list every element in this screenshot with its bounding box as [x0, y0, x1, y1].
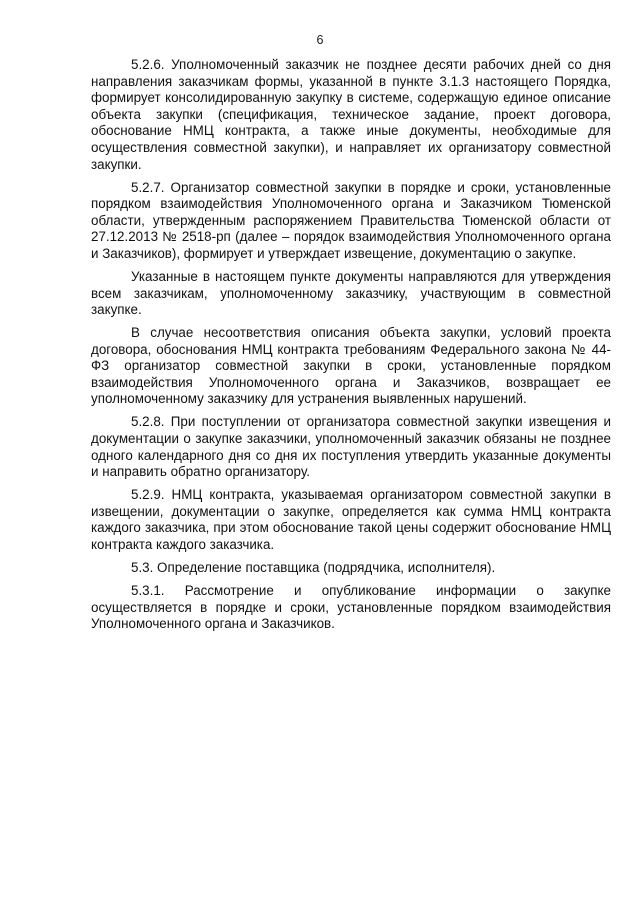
paragraph-documents-approval: Указанные в настоящем пункте документы направляются для утверждения всем заказчикам, уполномоченному заказчику, участвующим в совместной закупке.: [91, 268, 611, 318]
paragraph-5-2-6: 5.2.6. Уполномоченный заказчик не позднее десяти рабочих дней со дня направления заказчикам формы, указанной в пункте 3.1.3 настоящего Порядка, формирует консолидированную закупку в системе, содержащую единое описание объекта закупки (спецификация, техническое задание, проект договора, обоснование НМЦ контракта, а также иные документы, необходимые для осуществления совместной закупки), и направляет их организатору совместной закупки.: [91, 57, 611, 172]
paragraph-5-2-7: 5.2.7. Организатор совместной закупки в порядке и сроки, установленные порядком взаимодействия Уполномоченного органа и Заказчиком Тюменской области, утвержденным распоряжением Правительства Тюменской области от 27.12.2013 № 2518-рп (далее – порядок взаимодействия Уполномоченного органа и Заказчиков), формирует и утверждает извещение, документацию о закупке.: [91, 179, 611, 261]
paragraph-5-3: 5.3. Определение поставщика (подрядчика, исполнителя).: [131, 559, 496, 575]
paragraph-5-3-1: 5.3.1. Рассмотрение и опубликование информации о закупке осуществляется в порядке и сроки, установленные порядком взаимодействия Уполномоченного органа и Заказчиков.: [91, 582, 611, 632]
paragraph-5-2-9: 5.2.9. НМЦ контракта, указываемая организатором совместной закупки в извещении, документации о закупке, определяется как сумма НМЦ контракта каждого заказчика, при этом обоснование такой цены содержит обоснование НМЦ контракта каждого заказчика.: [91, 487, 611, 552]
page-number: 6: [316, 33, 324, 47]
paragraph-5-2-8: 5.2.8. При поступлении от организатора совместной закупки извещения и документации о закупке заказчики, уполномоченный заказчик обязаны не позднее одного календарного дня со дня их поступления утвердить указанные документы и направить обратно организатору.: [91, 414, 611, 480]
document-body: [91, 57, 611, 639]
paragraph-nonconformity: В случае несоответствия описания объекта закупки, условий проекта договора, обоснования НМЦ контракта требованиям Федерального закона № 44-ФЗ организатор совместной закупки в сроки, установленные порядком взаимодействия Уполномоченного органа и Заказчиков, возвращает ее уполномоченному заказчику для устранения выявленных нарушений.: [91, 325, 611, 407]
